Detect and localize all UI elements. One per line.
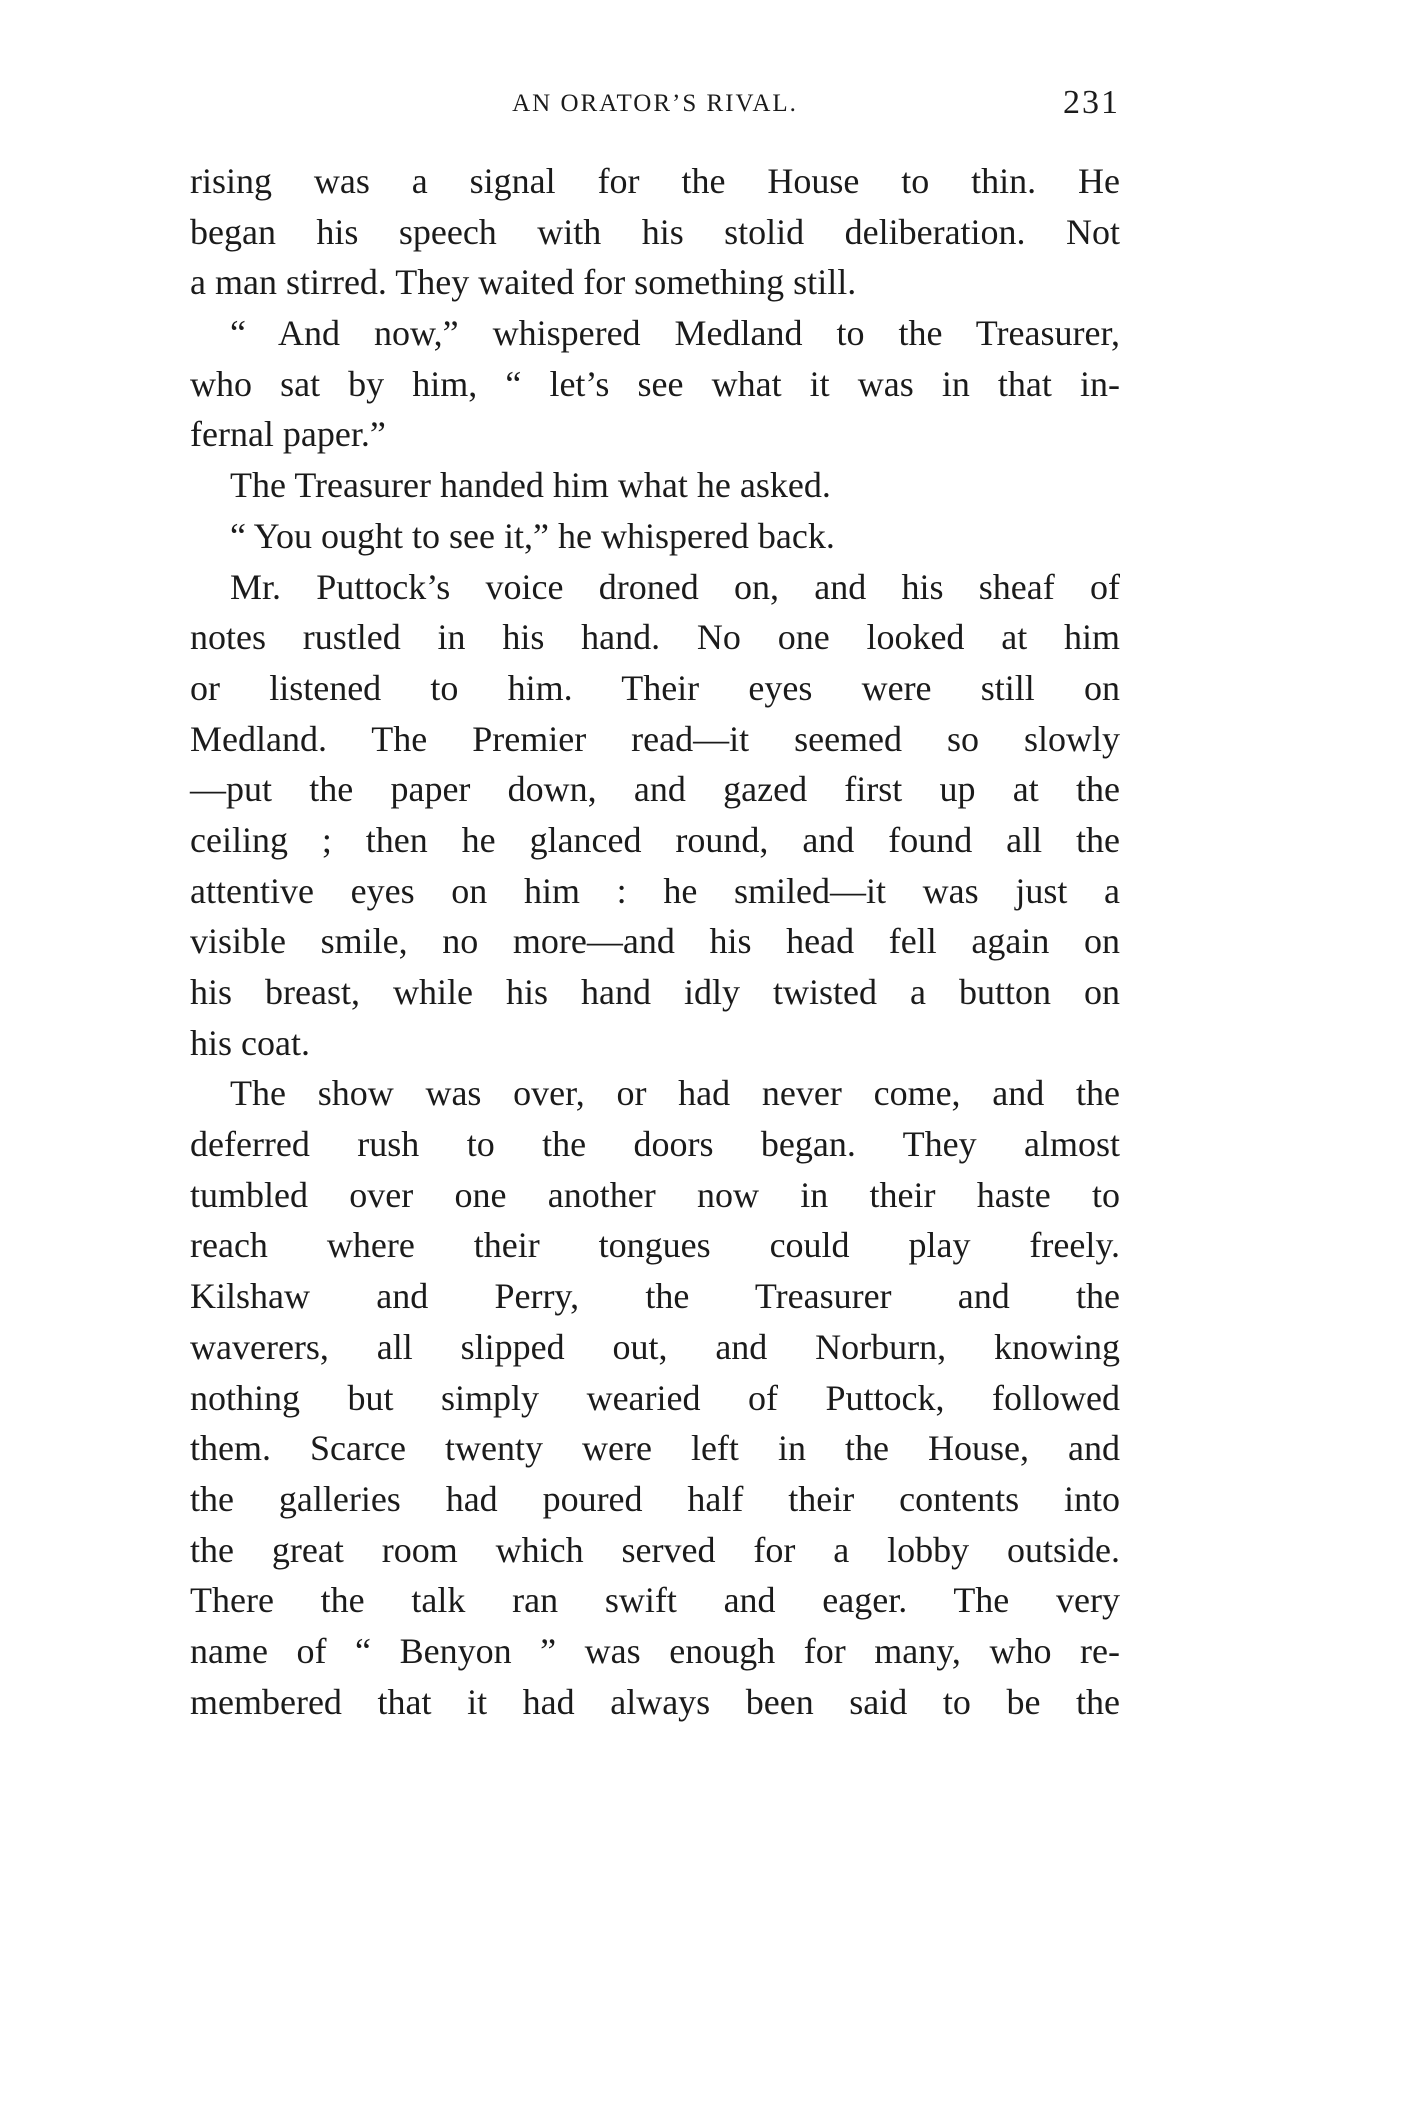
text-line: ceiling ; then he glanced round, and found all the xyxy=(190,819,1120,860)
text-line: his breast, while his hand idly twisted a button on xyxy=(190,972,1120,1012)
text-line: name of “ Benyon ” was enough for many, who re- xyxy=(190,1630,1120,1671)
text-line: who sat by him, “ let’s see what it was in that in- xyxy=(190,363,1120,404)
text-line: The Treasurer handed him what he asked. xyxy=(230,465,831,506)
running-head xyxy=(190,84,1120,124)
text-line: rising was a signal for the House to thin. He xyxy=(190,161,1120,201)
text-line: notes rustled in his hand. No one looked at him xyxy=(190,617,1120,658)
text-line: tumbled over one another now in their haste to xyxy=(190,1174,1120,1215)
text-line: them. Scarce twenty were left in the House, and xyxy=(190,1428,1120,1469)
text-line: membered that it had always been said to be the xyxy=(190,1681,1120,1722)
text-line: began his speech with his stolid deliberation. Not xyxy=(190,211,1120,252)
text-line: or listened to him. Their eyes were still on xyxy=(190,667,1120,708)
text-line: a man stirred. They waited for something still. xyxy=(190,262,857,303)
text-line: Medland. The Premier read—it seemed so slowly xyxy=(190,718,1120,759)
text-line: fernal paper.” xyxy=(190,414,386,455)
body-text xyxy=(190,156,1120,1727)
text-line: the galleries had poured half their contents into xyxy=(190,1478,1120,1519)
running-title: AN ORATOR’S RIVAL. xyxy=(512,90,798,117)
text-line: “ And now,” whispered Medland to the Treasurer, xyxy=(230,313,1120,354)
text-line: Kilshaw and Perry, the Treasurer and the xyxy=(190,1276,1120,1317)
text-line: Mr. Puttock’s voice droned on, and his sheaf of xyxy=(230,566,1120,607)
text-line: deferred rush to the doors began. They almost xyxy=(190,1124,1120,1165)
text-line: reach where their tongues could play freely. xyxy=(190,1225,1120,1266)
text-line: nothing but simply wearied of Puttock, followed xyxy=(190,1377,1120,1418)
text-line: the great room which served for a lobby outside. xyxy=(190,1529,1120,1570)
text-line: attentive eyes on him : he smiled—it was just a xyxy=(190,870,1120,911)
text-line: visible smile, no more—and his head fell again on xyxy=(190,921,1120,962)
text-line: There the talk ran swift and eager. The very xyxy=(190,1580,1120,1621)
text-line: waverers, all slipped out, and Norburn, knowing xyxy=(190,1326,1120,1367)
page-number: 231 xyxy=(1063,84,1120,121)
text-line: —put the paper down, and gazed first up at the xyxy=(190,769,1120,810)
text-line: his coat. xyxy=(190,1022,310,1063)
text-line: “ You ought to see it,” he whispered back. xyxy=(230,515,835,556)
text-line: The show was over, or had never come, and the xyxy=(230,1073,1120,1114)
